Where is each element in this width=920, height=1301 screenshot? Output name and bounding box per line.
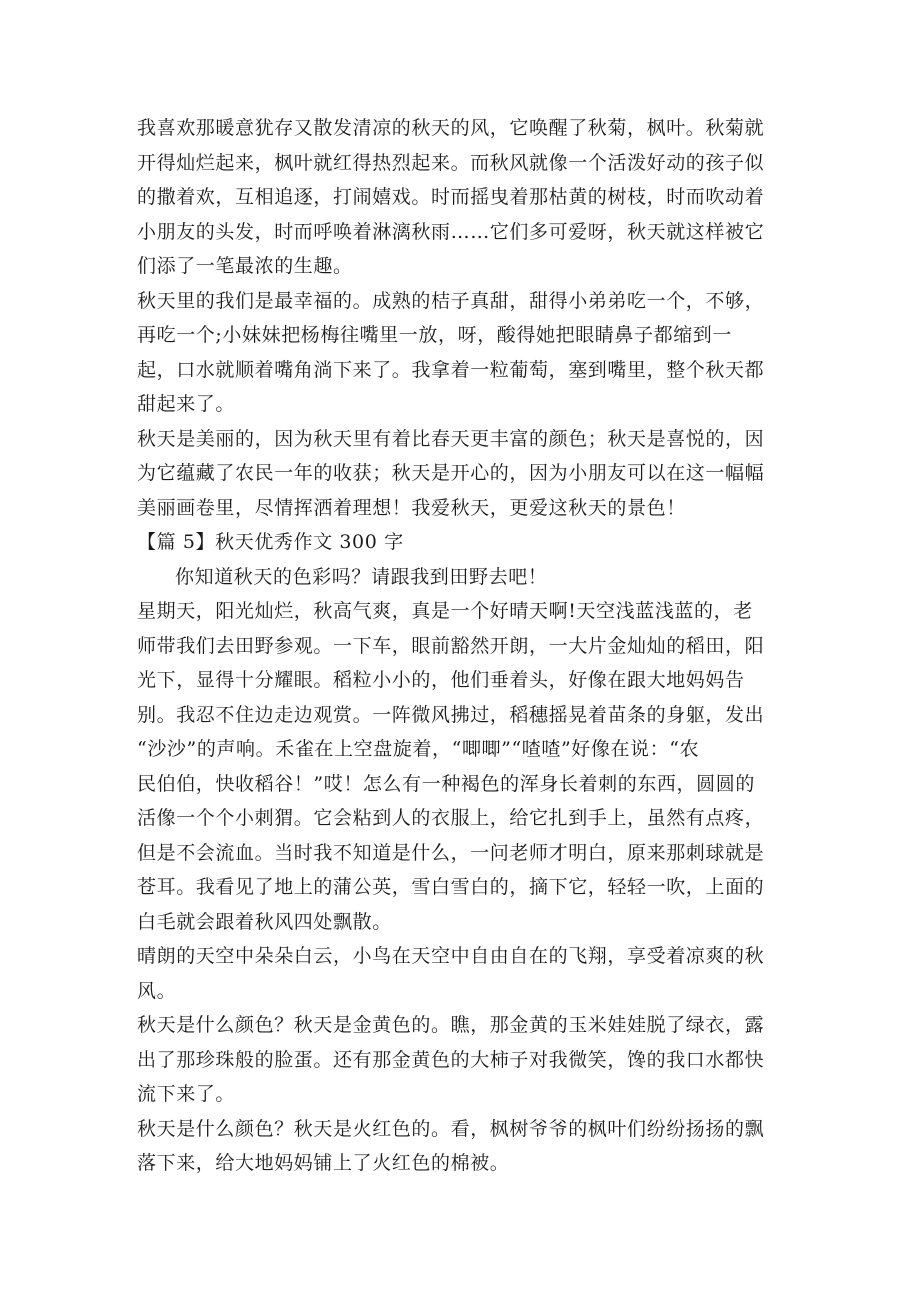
text-line: 起，口水就顺着嘴角淌下来了。我拿着一粒葡萄，塞到嘴里，整个秋天都 [137, 358, 765, 381]
text-line: 你知道秋天的色彩吗？请跟我到田野去吧！ [175, 565, 548, 588]
text-line: 小朋友的头发，时而呼唤着淋漓秋雨……它们多可爱呀，秋天就这样被它 [137, 220, 765, 243]
text-line: 的撒着欢，互相追逐，打闹嬉戏。时而摇曳着那枯黄的树枝，时而吹动着 [137, 186, 765, 208]
text-line: 白毛就会跟着秋风四处飘散。 [137, 910, 392, 933]
text-line: 光下，显得十分耀眼。稻粒小小的，他们垂着头，好像在跟大地妈妈告 [137, 669, 745, 691]
text-line: 开得灿烂起来，枫叶就红得热烈起来。而秋风就像一个活泼好动的孩子似 [137, 151, 765, 174]
text-line: 流下来了。 [137, 1083, 236, 1105]
text-line: 们添了一笔最浓的生趣。 [137, 255, 353, 277]
text-line: 再吃一个;小妹妹把杨梅往嘴里一放，呀，酸得她把眼睛鼻子都缩到一 [137, 324, 733, 346]
text-line: 【篇 5】秋天优秀作文 300 字 [137, 531, 404, 553]
text-line: 我喜欢那暖意犹存又散发清凉的秋天的风，它唤醒了秋菊，枫叶。秋菊就 [137, 117, 765, 139]
text-line: 活像一个个小刺猬。它会粘到人的衣服上，给它扎到手上，虽然有点疼， [137, 807, 765, 829]
text-line: 甜起来了。 [137, 393, 236, 415]
text-line: 秋天是美丽的，因为秋天里有着比春天更丰富的颜色；秋天是喜悦的，因 [137, 427, 765, 450]
text-line: 别。我忍不住边走边观赏。一阵微风拂过，稻穗摇晃着苗条的身躯，发出 [137, 703, 765, 726]
text-line: 但是不会流血。当时我不知道是什么，一问老师才明白，原来那刺球就是 [137, 841, 765, 864]
text-line: 落下来，给大地妈妈铺上了火红色的棉被。 [137, 1152, 510, 1174]
text-line: “沙沙”的声响。禾雀在上空盘旋着，“唧唧”“喳喳”好像在说：“农 [137, 738, 700, 760]
text-line: 师带我们去田野参观。一下车，眼前豁然开朗，一大片金灿灿的稻田，阳 [137, 634, 765, 657]
text-line: 星期天，阳光灿烂，秋高气爽，真是一个好晴天啊!天空浅蓝浅蓝的，老 [137, 600, 753, 622]
text-line: 为它蕴藏了农民一年的收获；秋天是开心的，因为小朋友可以在这一幅幅 [137, 462, 765, 484]
text-line: 苍耳。我看见了地上的蒲公英，雪白雪白的，摘下它，轻轻一吹，上面的 [137, 876, 765, 898]
text-line: 美丽画卷里，尽情挥洒着理想！我爱秋天，更爱这秋天的景色！ [137, 496, 686, 519]
text-line: 风。 [137, 979, 177, 1002]
text-line: 民伯伯，快收稻谷！”哎！怎么有一种褐色的浑身长着刺的东西，圆圆的 [137, 772, 755, 795]
text-line: 晴朗的天空中朵朵白云，小鸟在天空中自由自在的飞翔，享受着凉爽的秋 [137, 945, 765, 967]
text-line: 秋天里的我们是最幸福的。成熟的桔子真甜，甜得小弟弟吃一个，不够， [137, 289, 765, 312]
text-line: 秋天是什么颜色？秋天是火红色的。看，枫树爷爷的枫叶们纷纷扬扬的飘 [137, 1117, 765, 1140]
document-body [137, 111, 797, 1181]
text-line: 出了那珍珠般的脸蛋。还有那金黄色的大柿子对我微笑，馋的我口水都快 [137, 1048, 765, 1071]
text-line: 秋天是什么颜色？秋天是金黄色的。瞧，那金黄的玉米娃娃脱了绿衣，露 [137, 1014, 765, 1036]
